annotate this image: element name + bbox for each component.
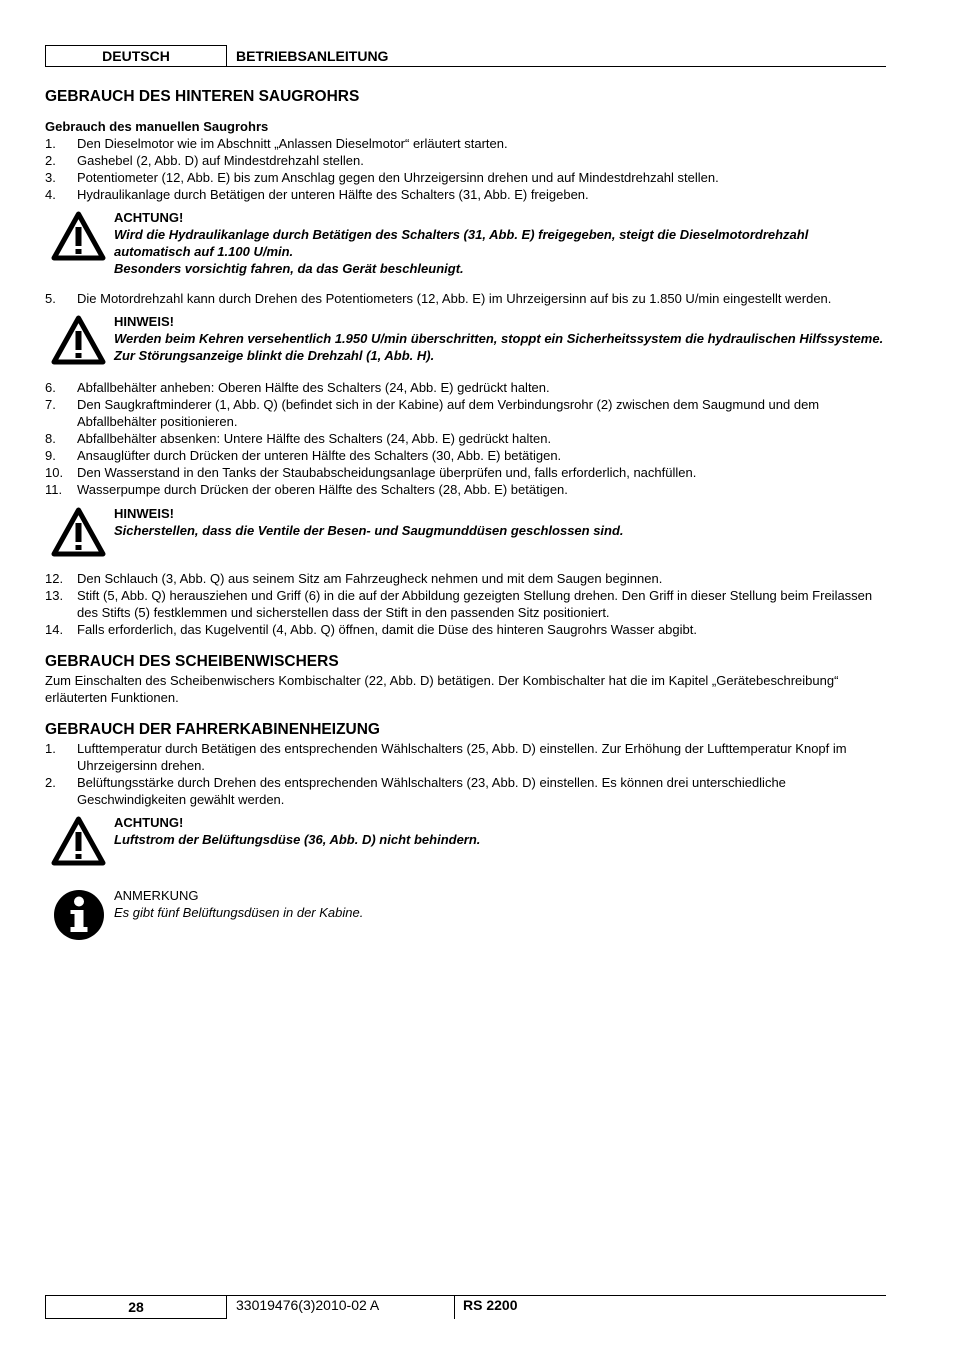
warning-triangle-icon — [51, 315, 106, 365]
list-item: 9. Ansauglüfter durch Drücken der unteren Hälfte des Schalters (30, Abb. E) betätigen. — [45, 448, 562, 463]
list-item: 11. Wasserpumpe durch Drücken der oberen Hälfte des Schalters (28, Abb. E) betätigen. — [45, 482, 568, 497]
section-title-cabin-heating: GEBRAUCH DER FAHRERKABINENHEIZUNG — [45, 721, 380, 738]
page-number: 28 — [45, 1295, 227, 1319]
remark-label: ANMERKUNG — [114, 888, 199, 903]
warning-label: ACHTUNG! — [114, 210, 184, 225]
warning-triangle-icon — [51, 507, 106, 557]
warning-box-airflow — [45, 814, 887, 870]
list-item: 8. Abfallbehälter absenken: Untere Hälfte des Schalters (24, Abb. E) gedrückt halten. — [45, 431, 552, 446]
page-content — [45, 86, 887, 943]
document-number: 33019476(3)2010-02 A — [236, 1297, 380, 1313]
notice-label: HINWEIS! — [114, 314, 174, 329]
warning-label: ACHTUNG! — [114, 815, 184, 830]
section-title-wiper: GEBRAUCH DES SCHEIBENWISCHERS — [45, 653, 339, 670]
notice-text: Werden beim Kehren versehentlich 1.950 U/min überschritten, stoppt ein Sicherheitssystem die hydraulischen Hilfssysteme. Zur Störungsanzeige blinkt die Drehzahl (1, Abb. H). — [114, 331, 884, 363]
list-item: 1. Lufttemperatur durch Betätigen des entsprechenden Wählschalters (25, Abb. D) einstellen. Zur Erhöhung der Lufttemperatur Knopf im Uhrzeigersinn drehen. — [45, 741, 847, 773]
wiper-description: Zum Einschalten des Scheibenwischers Kombischalter (22, Abb. D) betätigen. Der Kombischalter hat die im Kapitel „Gerätebeschreibung“ erläuterten Funktionen. — [45, 673, 839, 705]
list-item: 6. Abfallbehälter anheben: Oberen Hälfte des Schalters (24, Abb. E) gedrückt halten. — [45, 380, 550, 395]
list-item: 4. Hydraulikanlage durch Betätigen der unteren Hälfte des Schalters (31, Abb. E) freigeben. — [45, 187, 589, 202]
list-item: 12. Den Schlauch (3, Abb. Q) aus seinem Sitz am Fahrzeugheck nehmen und mit dem Saugen beginnen. — [45, 571, 663, 586]
list-item: 1. Den Dieselmotor wie im Abschnitt „Anlassen Dieselmotor“ erläutert starten. — [45, 136, 508, 151]
steps-list-c — [45, 379, 887, 498]
notice-text: Sicherstellen, dass die Ventile der Besen- und Saugmunddüsen geschlossen sind. — [114, 523, 624, 538]
list-item: 5. Die Motordrehzahl kann durch Drehen des Potentiometers (12, Abb. E) im Uhrzeigersinn auf bis zu 1.850 U/min eingestellt werden. — [45, 291, 832, 306]
notice-box-valves — [45, 505, 887, 561]
list-item: 2. Gashebel (2, Abb. D) auf Mindestdrehzahl stellen. — [45, 153, 364, 168]
list-item: 7. Den Saugkraftminderer (1, Abb. Q) (befindet sich in der Kabine) auf dem Verbindungsrohr (2) zwischen dem Saugmund und dem Abfallbehälter positionieren. — [45, 397, 820, 429]
model-name: RS 2200 — [463, 1297, 518, 1313]
remark-text: Es gibt fünf Belüftungsdüsen in der Kabine. — [114, 905, 364, 920]
header-rule — [227, 66, 886, 67]
steps-list-b — [45, 290, 887, 307]
notice-label: HINWEIS! — [114, 506, 174, 521]
notice-box-overspeed — [45, 313, 887, 369]
section-title-rear-suction: GEBRAUCH DES HINTEREN SAUGROHRS — [45, 88, 360, 105]
footer-separator — [454, 1295, 455, 1319]
steps-list-a — [45, 135, 887, 203]
steps-list-heating — [45, 740, 887, 808]
info-icon — [53, 889, 105, 941]
page-footer — [45, 1295, 886, 1319]
header-doc-type: BETRIEBSANLEITUNG — [236, 48, 389, 64]
list-item: 2. Belüftungsstärke durch Drehen des entsprechenden Wählschalters (23, Abb. D) einstellen. Es können drei unterschiedliche Geschwindigkeiten gewählt werden. — [45, 775, 786, 807]
warning-text: Luftstrom der Belüftungsdüse (36, Abb. D) nicht behindern. — [114, 832, 481, 847]
subsection-title-manual-suction: Gebrauch des manuellen Saugrohrs — [45, 119, 269, 134]
warning-text: Wird die Hydraulikanlage durch Betätigen des Schalters (31, Abb. E) freigegeben, steigt die Dieselmotordrehzahl automatisch auf 1.100 U/min. — [114, 227, 809, 259]
steps-list-d — [45, 570, 887, 638]
header-language: DEUTSCH — [45, 45, 227, 67]
warning-text: Besonders vorsichtig fahren, da das Gerät beschleunigt. — [114, 261, 464, 276]
list-item: 13. Stift (5, Abb. Q) herausziehen und Griff (6) in die auf der Abbildung gezeigten Stellung drehen. Den Griff in dieser Stellung beim Freilassen des Stifts (5) festklemmen und sicherstellen dass der Stift in den passenden Sitz positioniert. — [45, 588, 873, 620]
remark-box-vents — [45, 887, 887, 943]
list-item: 10. Den Wasserstand in den Tanks der Staubabscheidungsanlage überprüfen und, falls erforderlich, nachfüllen. — [45, 465, 697, 480]
warning-triangle-icon — [51, 816, 106, 866]
warning-triangle-icon — [51, 211, 106, 261]
list-item: 3. Potentiometer (12, Abb. E) bis zum Anschlag gegen den Uhrzeigersinn drehen und auf Mindestdrehzahl stellen. — [45, 170, 719, 185]
list-item: 14. Falls erforderlich, das Kugelventil (4, Abb. Q) öffnen, damit die Düse des hinteren Saugrohrs Wasser abgibt. — [45, 622, 697, 637]
warning-box-hydraulics — [45, 209, 887, 281]
